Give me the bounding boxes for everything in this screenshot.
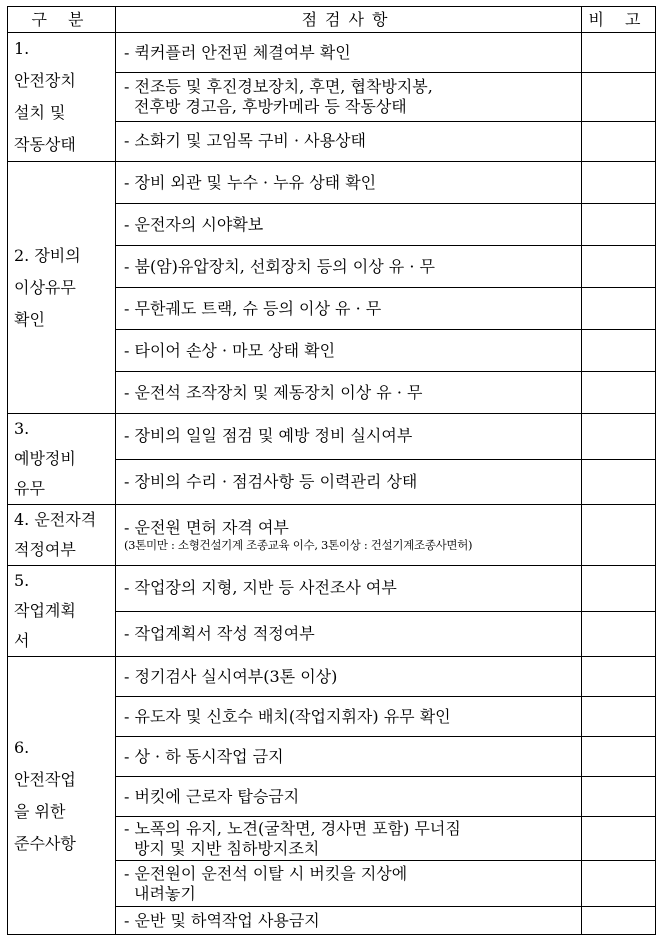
note-cell xyxy=(582,817,656,861)
check-item: - 붐(암)유압장치, 선회장치 등의 이상 유 · 무 xyxy=(116,246,582,288)
note-cell xyxy=(582,330,656,372)
header-category: 구 분 xyxy=(8,7,116,33)
check-item: - 전조등 및 후진경보장치, 후면, 협착방지봉, 전후방 경고음, 후방카메라 등 작동상태 xyxy=(116,73,582,121)
check-item: - 작업장의 지형, 지반 등 사전조사 여부 xyxy=(116,566,582,612)
check-item: - 상 · 하 동시작업 금지 xyxy=(116,737,582,777)
note-cell xyxy=(582,162,656,204)
header-note: 비 고 xyxy=(582,7,656,33)
check-item: - 장비의 수리 · 점검사항 등 이력관리 상태 xyxy=(116,459,582,505)
note-cell xyxy=(582,777,656,817)
note-cell xyxy=(582,697,656,737)
note-cell xyxy=(582,459,656,505)
check-item: - 운전석 조작장치 및 제동장치 이상 유 · 무 xyxy=(116,372,582,414)
note-cell xyxy=(582,566,656,612)
note-cell xyxy=(582,33,656,73)
section-5-category: 5. 작업계획 서 xyxy=(8,566,116,657)
header-items: 점검사항 xyxy=(116,7,582,33)
check-item: - 퀵커플러 안전핀 체결여부 확인 xyxy=(116,33,582,73)
check-item: - 장비의 일일 점검 및 예방 정비 실시여부 xyxy=(116,414,582,460)
check-item: - 운전원이 운전석 이탈 시 버킷을 지상에 내려놓기 xyxy=(116,861,582,907)
check-item: - 운반 및 하역작업 사용금지 xyxy=(116,907,582,935)
check-item: - 타이어 손상 · 마모 상태 확인 xyxy=(116,330,582,372)
table-row xyxy=(8,33,656,73)
table-row xyxy=(8,657,656,697)
table-row xyxy=(8,505,656,566)
inspection-checklist-table xyxy=(7,6,656,935)
check-item: - 운전자의 시야확보 xyxy=(116,204,582,246)
note-cell xyxy=(582,121,656,161)
note-cell xyxy=(582,861,656,907)
note-cell xyxy=(582,907,656,935)
check-item: - 버킷에 근로자 탑승금지 xyxy=(116,777,582,817)
note-cell xyxy=(582,611,656,657)
note-cell xyxy=(582,204,656,246)
check-item: - 노폭의 유지, 노견(굴착면, 경사면 포함) 무너짐 방지 및 지반 침하방지조치 xyxy=(116,817,582,861)
check-item: - 정기검사 실시여부(3톤 이상) xyxy=(116,657,582,697)
section-2-category: 2. 장비의 이상유무 확인 xyxy=(8,162,116,414)
note-cell xyxy=(582,505,656,566)
note-cell xyxy=(582,246,656,288)
section-3-category: 3. 예방정비 유무 xyxy=(8,414,116,505)
section-6-category: 6. 안전작업 을 위한 준수사항 xyxy=(8,657,116,935)
section-4-category: 4. 운전자격 적정여부 xyxy=(8,505,116,566)
note-cell xyxy=(582,414,656,460)
license-requirement-note: (3톤미만 : 소형건설기계 조종교육 이수, 3톤이상 : 건설기계조종사면허) xyxy=(124,537,473,552)
note-cell xyxy=(582,657,656,697)
check-item: - 장비 외관 및 누수 · 누유 상태 확인 xyxy=(116,162,582,204)
table-row xyxy=(8,414,656,460)
check-item: - 작업계획서 작성 적정여부 xyxy=(116,611,582,657)
check-item: - 유도자 및 신호수 배치(작업지휘자) 유무 확인 xyxy=(116,697,582,737)
note-cell xyxy=(582,372,656,414)
check-item: - 운전원 면허 자격 여부 (3톤미만 : 소형건설기계 조종교육 이수, 3톤이상 : 건설기계조종사면허) xyxy=(116,505,582,566)
check-item: - 무한궤도 트랙, 슈 등의 이상 유 · 무 xyxy=(116,288,582,330)
table-row xyxy=(8,566,656,612)
check-item: - 소화기 및 고임목 구비 · 사용상태 xyxy=(116,121,582,161)
note-cell xyxy=(582,737,656,777)
section-1-category: 1. 안전장치 설치 및 작동상태 xyxy=(8,33,116,162)
header-row xyxy=(8,7,656,33)
note-cell xyxy=(582,73,656,121)
table-row xyxy=(8,162,656,204)
note-cell xyxy=(582,288,656,330)
